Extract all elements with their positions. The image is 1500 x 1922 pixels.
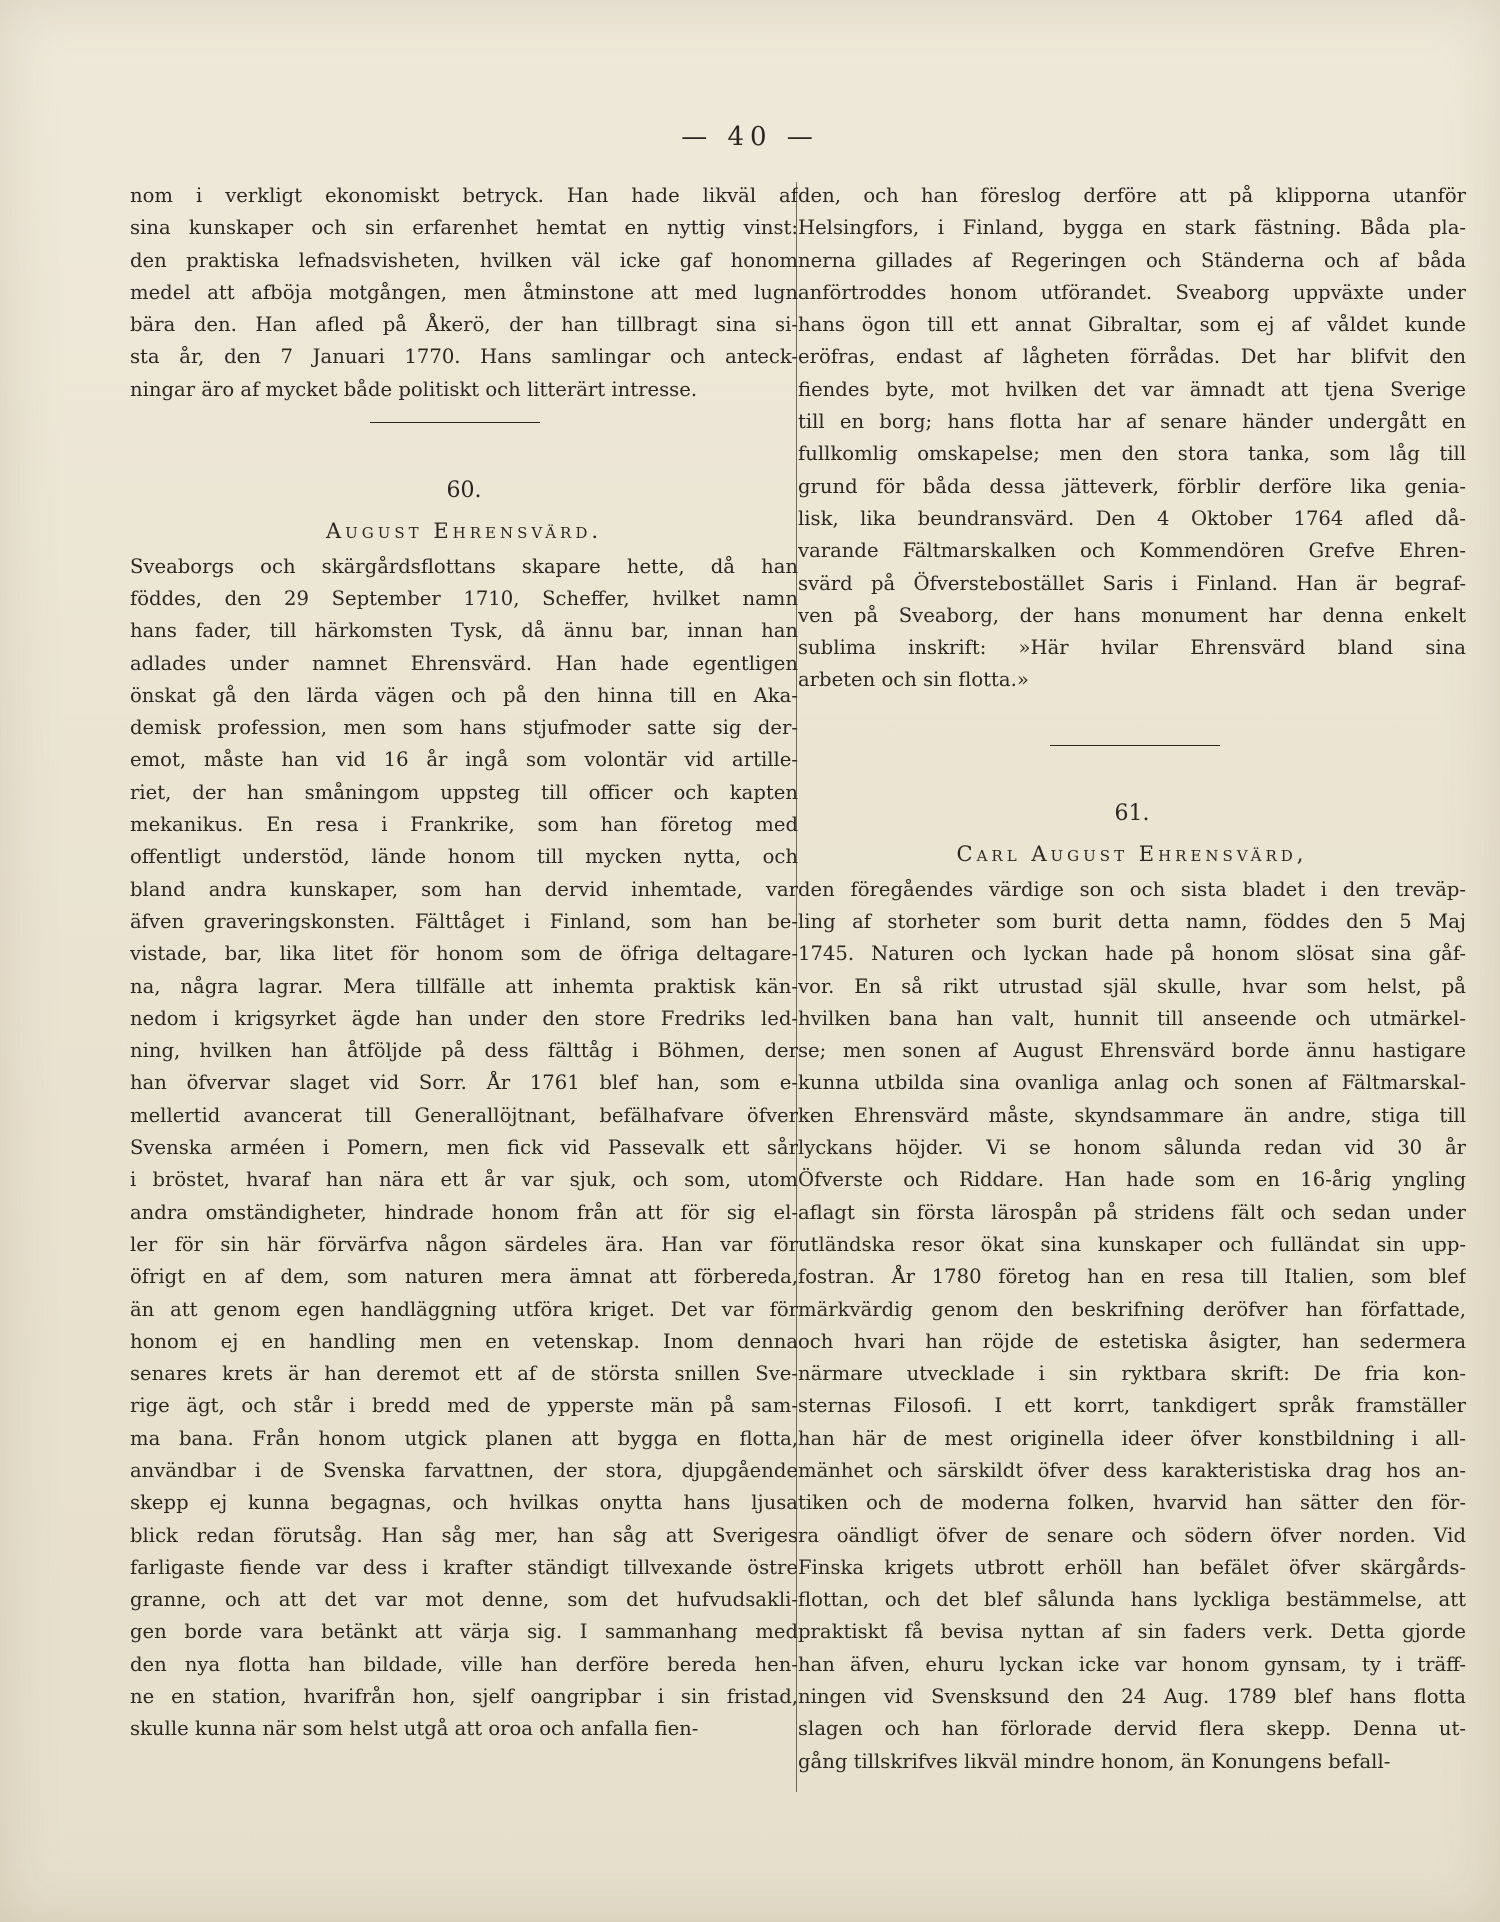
text-line: hans fader, till härkomsten Tysk, då ännu bar, innan han [130, 619, 798, 643]
text-line: skepp ej kunna begagnas, och hvilkas onytta hans ljusa [130, 1491, 798, 1515]
text-line: honom ej en handling men en vetenskap. Inom denna [130, 1329, 798, 1353]
text-line: äfven graveringskonsten. Fälttåget i Finland, som han be- [130, 909, 798, 933]
text-line: farligaste fiende var dess i krafter ständigt tillvexande östre [130, 1555, 798, 1579]
text-line: offentligt understöd, lände honom till mycken nytta, och [130, 845, 798, 869]
text-line: Öfverste och Riddare. Han hade som en 16-årig yngling [798, 1168, 1466, 1192]
text-line: praktiskt få bevisa nyttan af sin faders verk. Detta gjorde [798, 1620, 1466, 1644]
section-rule [130, 406, 798, 438]
text-line: Helsingfors, i Finland, bygga en stark fästning. Båda pla- [798, 216, 1466, 240]
text-line: sternas Filosofi. I ett korrt, tankdigert språk framställer [798, 1394, 1466, 1418]
text-line: emot, måste han vid 16 år ingå som volontär vid artille- [130, 748, 798, 772]
text-line: bära den. Han afled på Åkerö, der han tillbragt sina si- [130, 313, 798, 337]
text-line: lyckans höjder. Vi se honom sålunda redan vid 30 år [798, 1136, 1466, 1160]
text-line: sublima inskrift: »Här hvilar Ehrensvärd bland sina [798, 636, 1466, 660]
text-line: senares krets är han deremot ett af de största snillen Sve- [130, 1362, 798, 1386]
section-rule [798, 729, 1466, 761]
text-line: gen borde vara betänkt att värja sig. I sammanhang med [130, 1620, 798, 1644]
right-body-paragraph [798, 874, 1466, 1778]
text-line: föddes, den 29 September 1710, Scheffer, hvilket namn [130, 586, 798, 610]
text-line: andra omständigheter, hindrade honom från att för sig el- [130, 1200, 798, 1224]
text-line: adlades under namnet Ehrensvärd. Han hade egentligen [130, 651, 798, 675]
text-line: anförtroddes honom utförandet. Sveaborg uppväxte under [798, 280, 1466, 304]
text-line: blick redan förutsåg. Han såg mer, han såg att Sveriges [130, 1523, 798, 1547]
section-heading: August Ehrensvärd. [325, 518, 603, 543]
text-line: aflagt sin första lärospån på stridens fält och sedan under [798, 1200, 1466, 1224]
text-line: i bröstet, hvaraf han nära ett år var sjuk, och som, utom [130, 1168, 798, 1192]
text-line: närmare utvecklade i sin ryktbara skrift: De fria kon- [798, 1362, 1466, 1386]
text-line: se; men sonen af August Ehrensvärd borde ännu hastigare [798, 1039, 1466, 1063]
text-line: ven på Sveaborg, der hans monument har denna enkelt [798, 603, 1466, 627]
text-line: nedom i krigsyrket ägde han under den store Fredriks led- [130, 1006, 798, 1030]
text-line: önskat gå den lärda vägen och på den hinna till en Aka- [130, 683, 798, 707]
section-number: 60. [446, 477, 482, 503]
text-line: mänhet och särskildt öfver dess karakteristiska drag hos an- [798, 1458, 1466, 1482]
left-column [130, 180, 798, 1746]
text-line: sina kunskaper och sin erfarenhet hemtat en nyttig vinst: [130, 216, 798, 240]
text-line: han äfven, ehuru lyckan icke var honom gynsam, ty i träff- [798, 1652, 1466, 1676]
text-line: arbeten och sin flotta.» [798, 668, 1029, 692]
text-line: flottan, och det blef sålunda hans lyckliga bestämmelse, att [798, 1588, 1466, 1612]
text-line: Sveaborgs och skärgårdsflottans skapare hette, då han [130, 554, 798, 578]
right-column [798, 180, 1466, 1778]
text-line: ler för sin här förvärfva någon särdeles ära. Han var för [130, 1232, 798, 1256]
text-line: kunna utbilda sina ovanliga anlag och sonen af Fältmarskal- [798, 1071, 1466, 1095]
text-line: ning, hvilken han åtföljde på dess fälttåg i Böhmen, der [130, 1039, 798, 1063]
text-line: fullkomlig omskapelse; men den stora tanka, som låg till [798, 442, 1466, 466]
text-line: Finska krigets utbrott erhöll han befälet öfver skärgårds- [798, 1555, 1466, 1579]
text-line: ling af storheter som burit detta namn, föddes den 5 Maj [798, 909, 1466, 933]
text-line: ken Ehrensvärd måste, skyndsammare än andre, stiga till [798, 1103, 1466, 1127]
text-line: till en borg; hans flotta har af senare händer undergått en [798, 410, 1466, 434]
text-line: slagen och han förlorade dervid flera skepp. Denna ut- [798, 1717, 1466, 1741]
text-line: granne, och att det var mot denne, som det hufvudsakli- [130, 1588, 798, 1612]
text-line: gång tillskrifves likväl mindre honom, än Konungens befall- [798, 1749, 1391, 1773]
text-line: hvilken bana han valt, hunnit till anseende och utmärkel- [798, 1006, 1466, 1030]
text-line: demisk profession, men som hans stjufmoder satte sig der- [130, 716, 798, 740]
section-number: 61. [1114, 800, 1150, 826]
text-line: öfrigt en af dem, som naturen mera ämnat att förbereda, [130, 1265, 798, 1289]
text-line: lisk, lika beundransvärd. Den 4 Oktober 1764 afled då- [798, 506, 1466, 530]
text-line: riet, der han småningom uppsteg till officer och kapten [130, 780, 798, 804]
text-line: bland andra kunskaper, som han dervid inhemtade, var [130, 877, 798, 901]
text-line: nom i verkligt ekonomiskt betryck. Han hade likväl af [130, 184, 798, 207]
text-line: vor. En så rikt utrustad själ skulle, hvar som helst, på [798, 974, 1466, 998]
page-number: — 40 — [681, 122, 819, 152]
left-intro-paragraph [130, 180, 798, 406]
text-line: Svenska arméen i Pomern, men fick vid Passevalk ett sår [130, 1136, 798, 1160]
text-line: utländska resor ökat sina kunskaper och fulländat sin upp- [798, 1232, 1466, 1256]
text-line: na, några lagrar. Mera tillfälle att inhemta praktisk kän- [130, 974, 798, 998]
text-line: skulle kunna när som helst utgå att oroa och anfalla fien- [130, 1717, 699, 1741]
text-line: ningar äro af mycket både politiskt och litterärt intresse. [130, 377, 698, 401]
text-line: sta år, den 7 Januari 1770. Hans samlingar och anteck- [130, 345, 798, 369]
text-line: mellertid avancerat till Generallöjtnant, befälhafvare öfver [130, 1103, 798, 1127]
text-line: den, och han föreslog derföre att på klipporna utanför [798, 184, 1466, 207]
text-line: grund för båda dessa jätteverk, förblir derföre lika genia- [798, 474, 1466, 498]
text-line: den nya flotta han bildade, ville han derföre bereda hen- [130, 1652, 798, 1676]
text-line: och hvari han röjde de estetiska åsigter, han sedermera [798, 1329, 1466, 1353]
text-line: fiendes byte, mot hvilken det var ämnadt att tjena Sverige [798, 377, 1466, 401]
text-line: ningen vid Svensksund den 24 Aug. 1789 blef hans flotta [798, 1685, 1466, 1709]
text-line: den föregåendes värdige son och sista bladet i den treväp- [798, 877, 1466, 901]
text-line: 1745. Naturen och lyckan hade på honom slösat sina gåf- [798, 942, 1466, 966]
text-line: märkvärdig genom den beskrifning deröfver han författade, [798, 1297, 1466, 1321]
text-line: den praktiska lefnadsvisheten, hvilken väl icke gaf honom [130, 248, 798, 272]
text-line: vistade, bar, lika litet för honom som de öfriga deltagare- [130, 942, 798, 966]
text-line: fostran. År 1780 företog han en resa till Italien, som blef [798, 1265, 1466, 1289]
right-intro-paragraph [798, 180, 1466, 697]
text-line: ne en station, hvarifrån hon, sjelf oangripbar i sin fristad, [130, 1685, 798, 1709]
text-line: mekanikus. En resa i Frankrike, som han företog med [130, 813, 798, 837]
text-line: nerna gillades af Regeringen och Ständerna och af båda [798, 248, 1466, 272]
text-line: svärd på Öfverstebostället Saris i Finland. Han är begraf- [798, 571, 1466, 595]
left-body-paragraph [130, 551, 798, 1746]
text-line: varande Fältmarskalken och Kommendören Grefve Ehren- [798, 539, 1466, 563]
text-line: han här de mest originella ideer öfver konstbildning i all- [798, 1426, 1466, 1450]
text-line: än att genom egen handläggning utföra kriget. Det var för [130, 1297, 798, 1321]
text-line: ma bana. Från honom utgick planen att bygga en flotta, [130, 1426, 798, 1450]
text-line: han öfvervar slaget vid Sorr. År 1761 blef han, som e- [130, 1071, 798, 1095]
section-heading: Carl August Ehrensvärd, [956, 841, 1308, 866]
text-line: rige ägt, och står i bredd med de ypperste män på sam- [130, 1394, 798, 1418]
text-line: eröfras, endast af lågheten förrådas. Det har blifvit den [798, 345, 1466, 369]
text-line: tiken och de moderna folken, hvarvid han sätter den för- [798, 1491, 1466, 1515]
text-line: medel att afböja motgången, men åtminstone att med lugn [130, 280, 798, 304]
text-line: ra oändligt öfver de senare och södern öfver norden. Vid [798, 1523, 1466, 1547]
text-line: användbar i de Svenska farvattnen, der stora, djupgående [130, 1458, 798, 1482]
text-line: hans ögon till ett annat Gibraltar, som ej af våldet kunde [798, 313, 1466, 337]
